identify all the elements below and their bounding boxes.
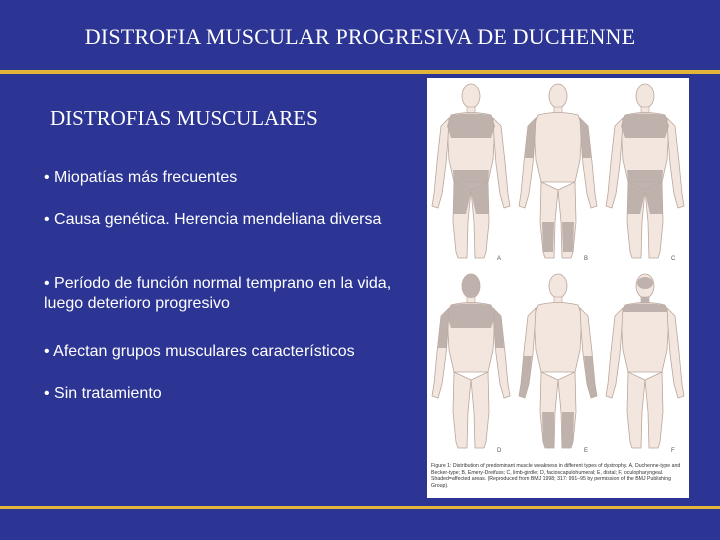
- figure-d-fsh-body: [432, 274, 510, 448]
- figure-a-duchenne-body: [432, 84, 510, 258]
- top-divider: [0, 70, 720, 74]
- figure-e-distal-body: [519, 274, 597, 448]
- figure-caption: Figure 1: Distribution of predominant muscle weakness in different types of dystrophy. A, Duchenne-type and Becker-type; B, Emery-Dreifuss; C, limb-girdle; D, facioscapulohumeral; E, distal; F, oculopharyngeal. Shaded=affected areas. (Reproduced from BMJ 1998; 317: 991–95 by permission of the BMJ Publishing Group).: [431, 463, 681, 489]
- panel-letter: A: [497, 256, 502, 262]
- slide-title: DISTROFIA MUSCULAR PROGRESIVA DE DUCHENNE: [84, 24, 636, 49]
- figure-b-emery-dreifuss-body: [519, 84, 597, 258]
- panel-letter: C: [671, 256, 676, 262]
- bullet-item: • Período de función normal temprano en la vida, luego deterioro progresivo: [44, 275, 392, 312]
- bullet-item: • Sin tratamiento: [44, 385, 162, 402]
- bullet-item: • Causa genética. Herencia mendeliana diversa: [44, 211, 382, 228]
- panel-letter: D: [497, 448, 502, 454]
- panel-letter: F: [671, 448, 675, 454]
- dystrophy-distribution-figure: [427, 78, 689, 498]
- section-subtitle: DISTROFIAS MUSCULARES: [50, 106, 318, 130]
- figure-c-limb-girdle-body: [606, 84, 684, 258]
- bottom-divider: [0, 506, 720, 509]
- bullet-item: • Afectan grupos musculares característicos: [44, 343, 355, 360]
- bullet-item: • Miopatías más frecuentes: [44, 169, 238, 186]
- panel-letter: E: [584, 448, 589, 454]
- body-diagram: [427, 78, 689, 458]
- figure-f-oculopharyngeal-body: [606, 274, 684, 448]
- panel-letter: B: [584, 256, 589, 262]
